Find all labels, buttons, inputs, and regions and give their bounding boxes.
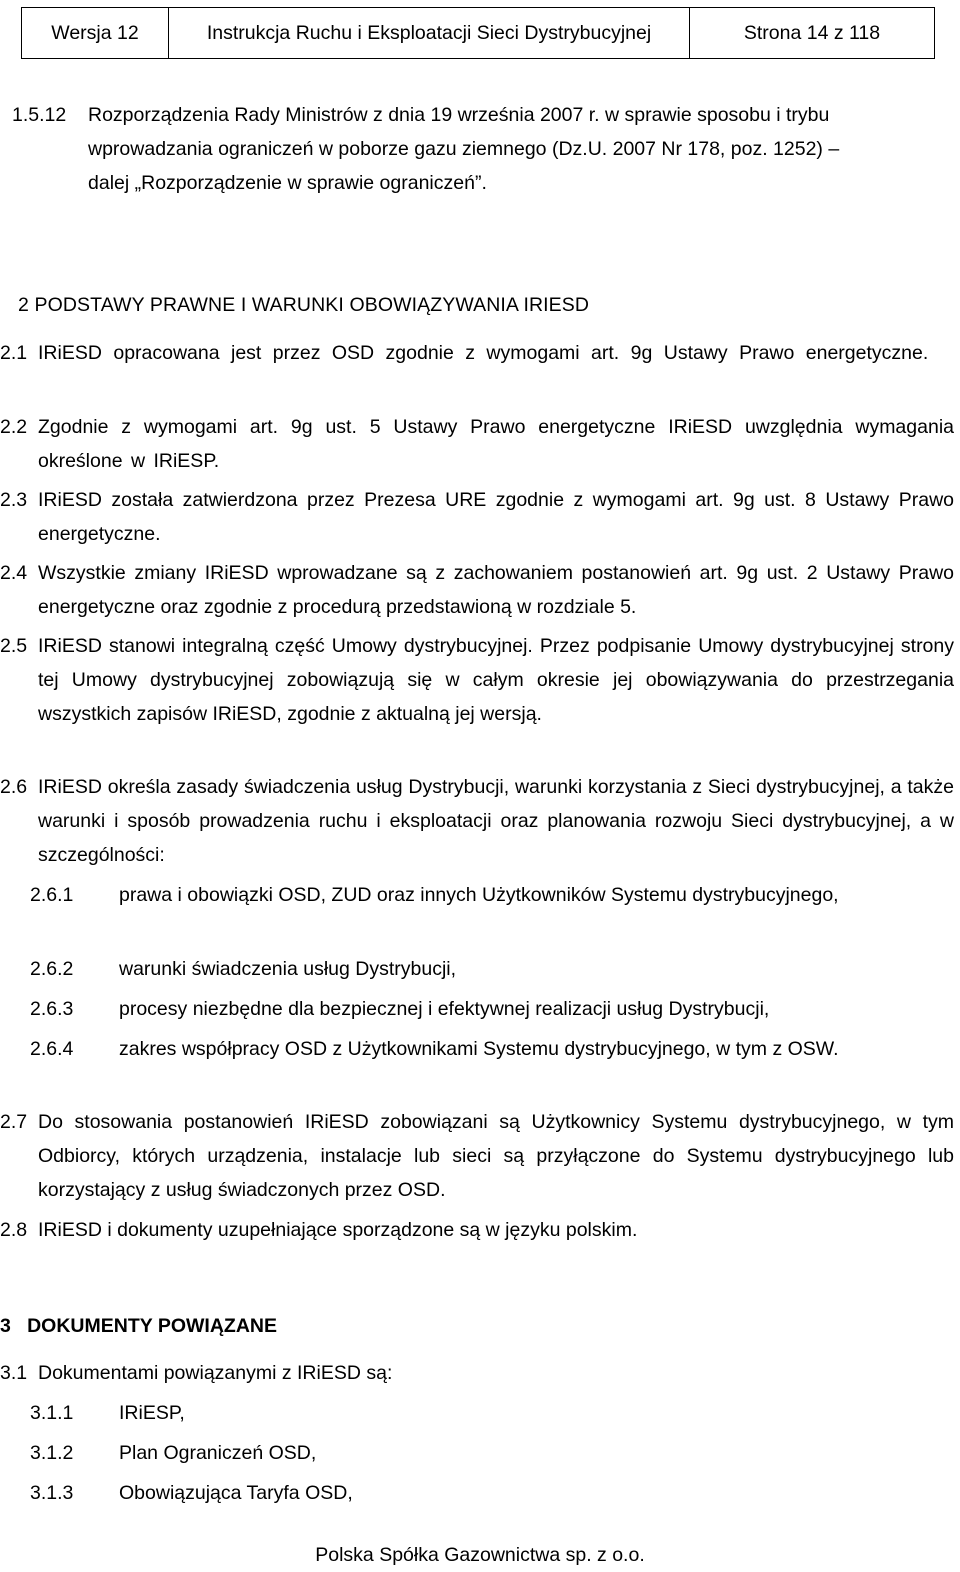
subitem-number: 3.1.3	[30, 1482, 74, 1504]
item-line: dalej „Rozporządzenie w sprawie ograniczeń”.	[88, 172, 487, 194]
subitem-text: zakres współpracy OSD z Użytkownikami Systemu dystrybucyjnego, w tym z OSW.	[119, 1038, 839, 1060]
subitem-text: IRiESP,	[119, 1402, 185, 1424]
paragraph-text: IRiESD stanowi integralną część Umowy dystrybucyjnej. Przez podpisanie Umowy dystrybucyjnej strony tej Umowy dystrybucyjnej zobowiązują się w całym okresie jej obowiązywania do przestrzegania wszystkich zapisów IRiESD, zgodnie z aktualną jej wersją.	[38, 635, 954, 725]
paragraph-2-5	[0, 629, 954, 731]
header-version: Wersja 12	[22, 8, 169, 59]
paragraph-number: 2.4	[0, 562, 28, 584]
section-3-heading-text: 3 DOKUMENTY POWIĄZANE	[0, 1315, 277, 1337]
paragraph-2-1	[0, 336, 952, 370]
paragraph-text: Zgodnie z wymogami art. 9g ust. 5 Ustawy Prawo energetyczne IRiESD uwzględnia wymagania określone w IRiESP.	[38, 416, 954, 472]
section-3-heading	[0, 1309, 277, 1343]
paragraph-2-3	[0, 483, 954, 551]
subitem-2-6-4	[30, 1032, 954, 1066]
paragraph-2-8	[0, 1213, 952, 1247]
paragraph-text: IRiESD określa zasady świadczenia usług Dystrybucji, warunki korzystania z Sieci dystrybucyjnej, a także warunki i sposób prowadzenia ruchu i eksploatacji oraz planowania rozwoju Sieci dystrybucyjnej, a w szczególności:	[38, 776, 954, 866]
item-number: 1.5.12	[12, 104, 67, 126]
subitem-2-6-3	[30, 992, 954, 1026]
subitem-number: 3.1.2	[30, 1442, 74, 1464]
item-text	[88, 98, 960, 200]
paragraph-text: Do stosowania postanowień IRiESD zobowiązani są Użytkownicy Systemu dystrybucyjnego, w tym Odbiorcy, których urządzenia, instalacje lub sieci są przyłączone do Systemu dystrybucyjnego lub korzystający z usług świadczonych przez OSD.	[38, 1111, 954, 1201]
paragraph-2-7	[0, 1105, 954, 1207]
page-footer-company: Polska Spółka Gazownictwa sp. z o.o.	[315, 1544, 645, 1566]
subitem-text: warunki świadczenia usług Dystrybucji,	[119, 958, 457, 980]
item-line: wprowadzania ograniczeń w poborze gazu ziemnego (Dz.U. 2007 Nr 178, poz. 1252) –	[88, 138, 840, 160]
subitem-3-1-3	[30, 1476, 954, 1510]
page-header-table	[21, 7, 935, 59]
paragraph-3-1	[0, 1356, 952, 1390]
subitem-number: 2.6.3	[30, 998, 74, 1020]
section-2-heading: 2 PODSTAWY PRAWNE I WARUNKI OBOWIĄZYWANIA IRIESD	[18, 294, 590, 316]
subitem-text: Obowiązująca Taryfa OSD,	[119, 1482, 353, 1504]
paragraph-text: IRiESD opracowana jest przez OSD zgodnie z wymogami art. 9g Ustawy Prawo energetyczne.	[38, 342, 929, 364]
paragraph-text: Wszystkie zmiany IRiESD wprowadzane są z zachowaniem postanowień art. 9g ust. 2 Ustawy Prawo energetyczne oraz zgodnie z procedurą przedstawioną w rozdziale 5.	[38, 562, 954, 618]
subitem-3-1-2	[30, 1436, 954, 1470]
subitem-2-6-1	[30, 878, 954, 912]
paragraph-text: IRiESD i dokumenty uzupełniające sporządzone są w języku polskim.	[38, 1219, 638, 1241]
subitem-number: 2.6.2	[30, 958, 74, 980]
paragraph-number: 2.1	[0, 342, 28, 364]
header-title: Instrukcja Ruchu i Eksploatacji Sieci Dystrybucyjnej	[169, 8, 690, 59]
paragraph-text: IRiESD została zatwierdzona przez Prezesa URE zgodnie z wymogami art. 9g ust. 8 Ustawy Prawo energetyczne.	[38, 489, 954, 545]
paragraph-number: 2.3	[0, 489, 28, 511]
paragraph-text: Dokumentami powiązanymi z IRiESD są:	[38, 1362, 393, 1384]
header-page-number: Strona 14 z 118	[690, 8, 935, 59]
subitem-text: procesy niezbędne dla bezpiecznej i efektywnej realizacji usług Dystrybucji,	[119, 998, 770, 1020]
subitem-text: Plan Ograniczeń OSD,	[119, 1442, 317, 1464]
subitem-2-6-2	[30, 952, 954, 986]
item-line: Rozporządzenia Rady Ministrów z dnia 19 września 2007 r. w sprawie sposobu i trybu	[88, 104, 830, 126]
paragraph-number: 2.8	[0, 1219, 28, 1241]
paragraph-number: 2.5	[0, 635, 28, 657]
subitem-3-1-1	[30, 1396, 954, 1430]
paragraph-number: 2.6	[0, 776, 28, 798]
paragraph-2-6	[0, 770, 954, 872]
subitem-number: 2.6.1	[30, 884, 74, 906]
paragraph-2-4	[0, 556, 954, 624]
paragraph-number: 2.7	[0, 1111, 28, 1133]
subitem-number: 3.1.1	[30, 1402, 74, 1424]
subitem-text: prawa i obowiązki OSD, ZUD oraz innych Użytkowników Systemu dystrybucyjnego,	[119, 884, 839, 906]
paragraph-2-2	[0, 410, 954, 478]
paragraph-number: 2.2	[0, 416, 28, 438]
subitem-number: 2.6.4	[30, 1038, 74, 1060]
paragraph-number: 3.1	[0, 1362, 28, 1384]
